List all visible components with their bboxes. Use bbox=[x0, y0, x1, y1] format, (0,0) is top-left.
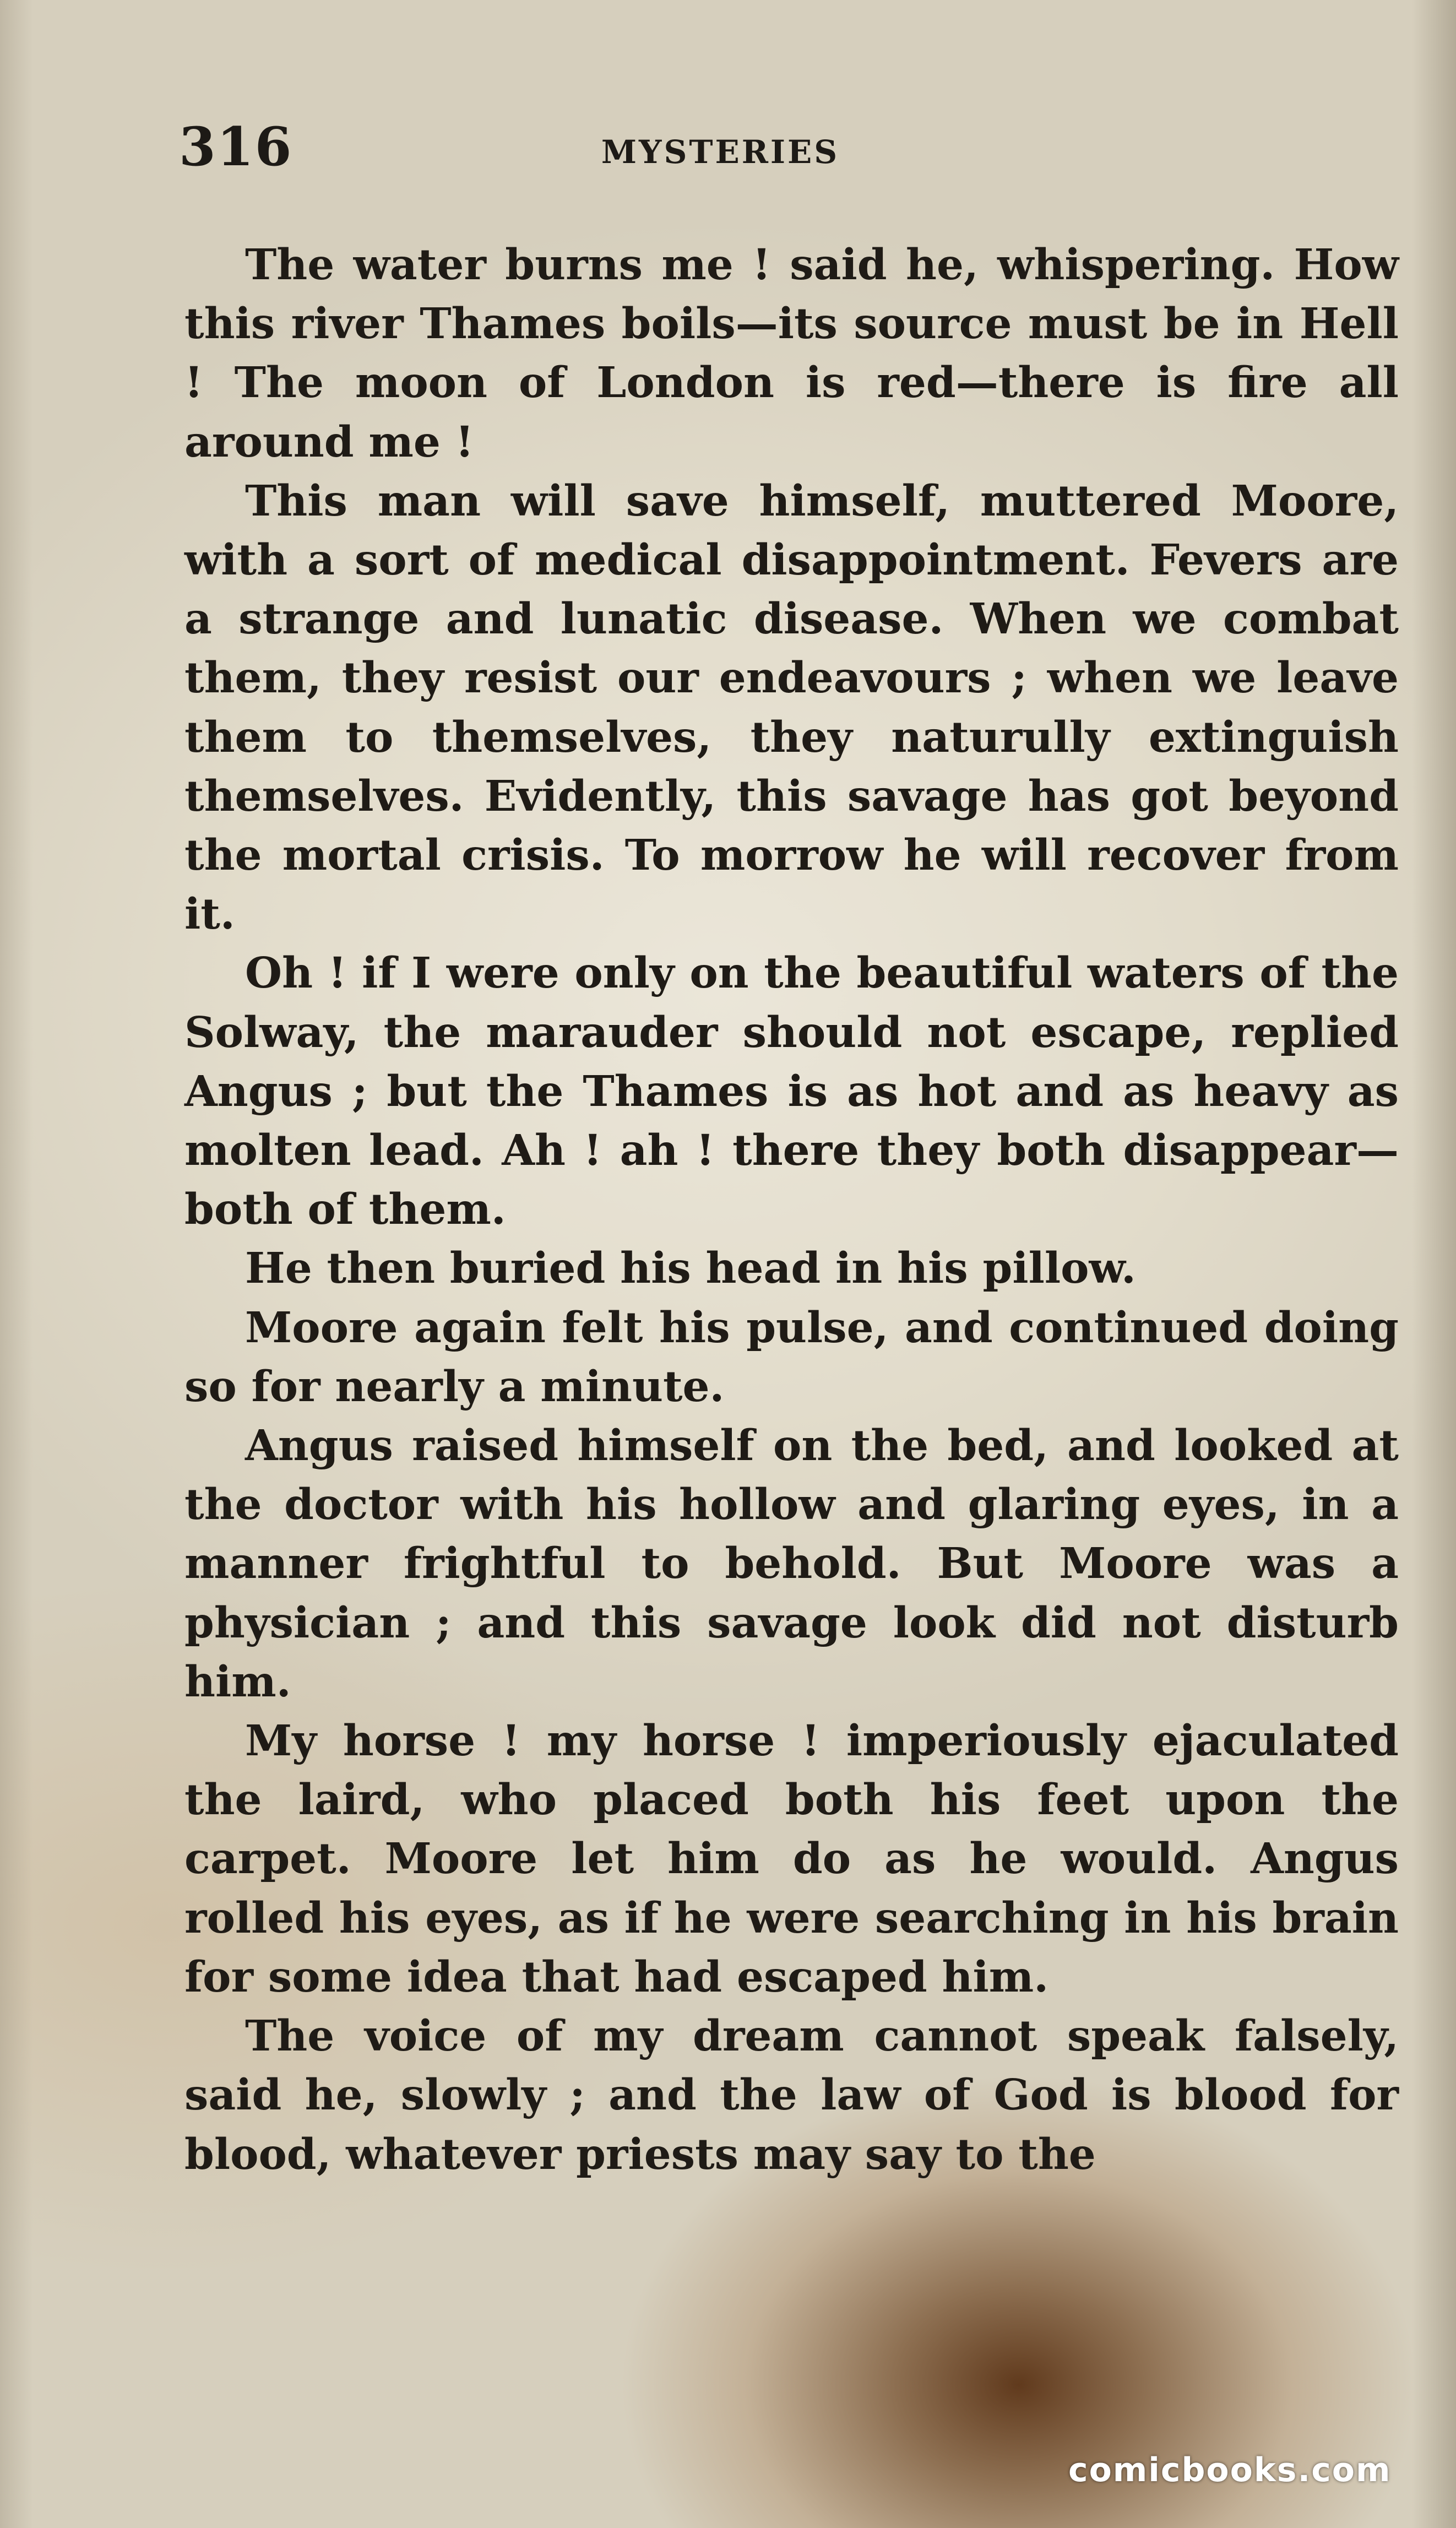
paragraph: This man will save himself, muttered Moore, with a sort of medical disappointment. Fevers are a strange and lunatic disease. When we combat them, they resist our endeavours ; when we leave them to themselves, they naturully extinguish themselves. Evidently, this savage has got beyond the mortal crisis. To morrow he will recover from it. bbox=[184, 476, 1399, 940]
paragraph: The voice of my dream cannot speak falsely, said he, slowly ; and the law of God is blood for blood, whatever priests may say to the bbox=[184, 2011, 1399, 2179]
page-body bbox=[184, 236, 1399, 2184]
paragraph: He then buried his head in his pillow. bbox=[245, 1244, 1136, 1294]
paragraph: Oh ! if I were only on the beautiful waters of the Solway, the marauder should not escape, replied Angus ; but the Thames is as hot and as heavy as molten lead. Ah ! ah ! there they both disappear—both of them. bbox=[184, 948, 1399, 1235]
paragraph: Moore again felt his pulse, and continued doing so for nearly a minute. bbox=[184, 1303, 1399, 1412]
page-number: 316 bbox=[179, 116, 293, 178]
paragraph: Angus raised himself on the bed, and looked at the doctor with his hollow and glaring eyes, in a manner frightful to behold. But Moore was a physician ; and this savage look did not disturb him. bbox=[184, 1421, 1399, 1707]
paragraph: My horse ! my horse ! imperiously ejaculated the laird, who placed both his feet upon the carpet. Moore let him do as he would. Angus rolled his eyes, as if he were searching in his brain for some idea that had escaped him. bbox=[184, 1716, 1399, 2002]
site-watermark: comicbooks.com bbox=[1068, 2451, 1392, 2489]
paragraph: The water burns me ! said he, whispering. How this river Thames boils—its source must be in Hell ! The moon of London is red—there is fire all around me ! bbox=[184, 240, 1399, 467]
page-right-shadow bbox=[1412, 0, 1456, 2528]
page-header bbox=[179, 116, 1401, 176]
running-head: MYSTERIES bbox=[601, 133, 840, 171]
page-left-shadow bbox=[0, 0, 33, 2528]
